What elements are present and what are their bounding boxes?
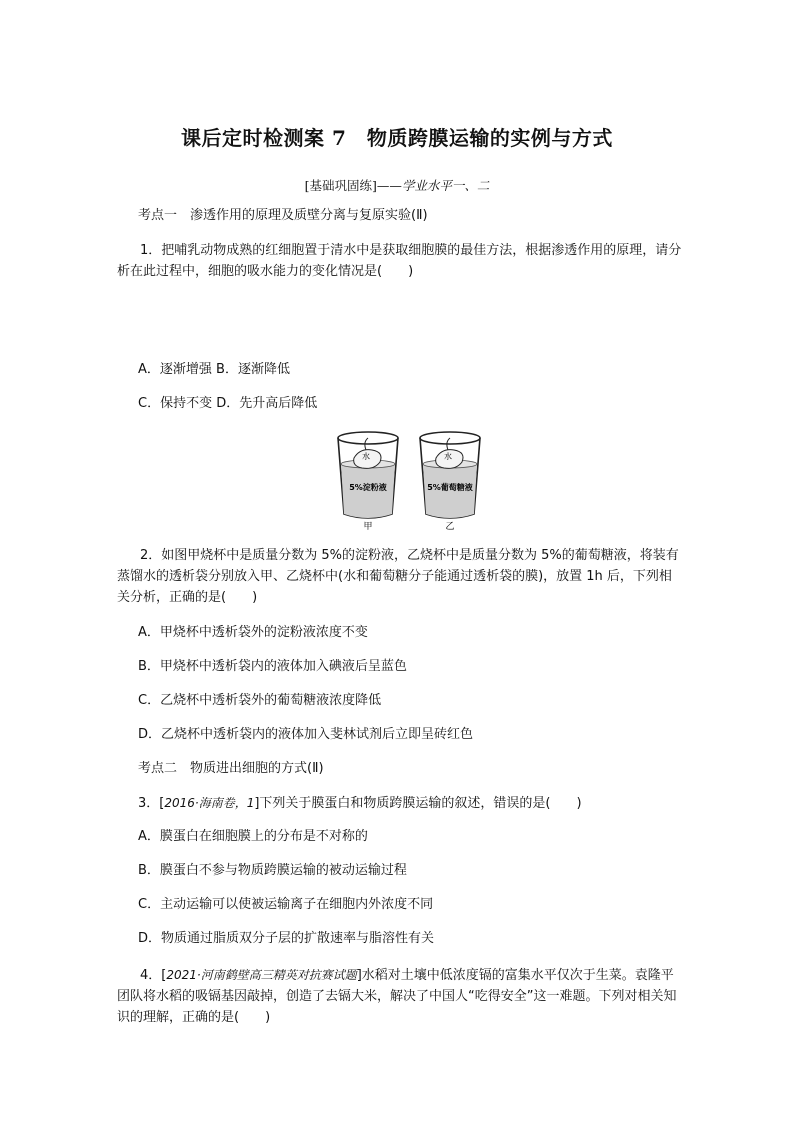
question-3-source: 2016·海南卷，1	[164, 796, 255, 810]
subtitle-bracket: [基础巩固练]	[304, 178, 377, 193]
question-3-option-b: B．膜蛋白不参与物质跨膜运输的被动运输过程	[138, 863, 407, 878]
page-title: 课后定时检测案 7 物质跨膜运输的实例与方式	[181, 126, 613, 150]
bag-label-jia: 水	[362, 452, 370, 461]
bag-label-yi: 水	[444, 452, 452, 461]
question-3-option-c: C．主动运输可以使被运输离子在细胞内外浓度不同	[138, 897, 434, 912]
caption-yi: 乙	[445, 522, 455, 532]
question-1-options-ab: A．逐渐增强 B．逐渐降低	[138, 362, 290, 377]
question-1-options-cd: C．保持不变 D．先升高后降低	[138, 396, 318, 411]
question-2-option-c: C．乙烧杯中透析袋外的葡萄糖液浓度降低	[138, 693, 382, 708]
section-subtitle	[0, 176, 794, 194]
question-2-option-a: A．甲烧杯中透析袋外的淀粉液浓度不变	[138, 625, 368, 640]
beaker-yi	[420, 432, 480, 532]
section-heading-1: 考点一 渗透作用的原理及质壁分离与复原实验(Ⅱ)	[138, 208, 428, 223]
beaker-jia	[338, 432, 398, 532]
subtitle-tag: 学业水平一、二	[401, 178, 490, 193]
question-4-stem	[117, 965, 683, 1028]
solution-label-jia: 5%淀粉液	[349, 483, 387, 492]
question-3-stem	[138, 793, 582, 814]
question-4-number: 4．[	[140, 968, 167, 983]
solution-label-yi: 5%葡萄糖液	[427, 483, 473, 492]
question-2-stem: 2．如图甲烧杯中是质量分数为 5%的淀粉液，乙烧杯中是质量分数为 5%的葡萄糖液，将装有蒸馏水的透析袋分别放入甲、乙烧杯中(水和葡萄糖分子能通过透析袋的膜)，放置 1h 后，下列相关分析，正确的是( )	[117, 548, 679, 605]
question-1-stem: 1．把哺乳动物成熟的红细胞置于清水中是获取细胞膜的最佳方法，根据渗透作用的原理，请分析在此过程中，细胞的吸水能力的变化情况是( )	[117, 243, 682, 279]
question-3-text: ]下列关于膜蛋白和物质跨膜运输的叙述，错误的是( )	[254, 796, 582, 811]
question-4-source: 2021·河南鹤壁高三精英对抗赛试题	[166, 968, 357, 982]
caption-jia: 甲	[363, 522, 373, 532]
question-3-option-d: D．物质通过脂质双分子层的扩散速率与脂溶性有关	[138, 931, 435, 946]
question-3-number: 3．[	[138, 796, 165, 811]
question-2-option-d: D．乙烧杯中透析袋内的液体加入斐林试剂后立即呈砖红色	[138, 727, 474, 742]
question-4-text: ]水稻对土壤中低浓度镉的富集水平仅次于生菜。袁隆平团队将水稻的吸镉基因敲掉，创造了去镉大米，解决了中国人“吃得安全”这一难题。下列对相关知识的理解，正确的是( )	[117, 968, 677, 1025]
question-3-option-a: A．膜蛋白在细胞膜上的分布是不对称的	[138, 829, 368, 844]
question-2-option-b: B．甲烧杯中透析袋内的液体加入碘液后呈蓝色	[138, 659, 407, 674]
beaker-figure	[330, 428, 490, 532]
subtitle-dash: ——	[376, 178, 402, 193]
section-heading-2: 考点二 物质进出细胞的方式(Ⅱ)	[138, 761, 324, 776]
